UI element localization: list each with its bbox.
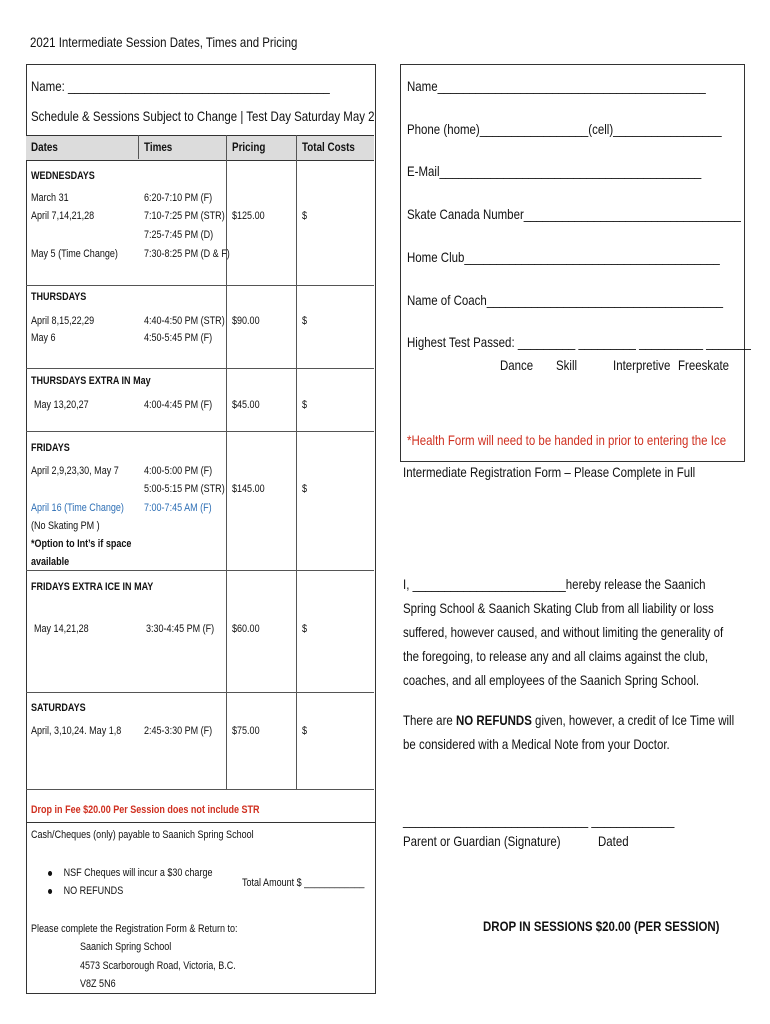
- name-field: Name__________________________________________: [407, 78, 706, 94]
- row-divider: [26, 789, 374, 790]
- thu-time: 4:50-5:45 PM (F): [144, 332, 213, 344]
- fri-price: $145.00: [232, 483, 265, 495]
- sat-total: $: [302, 725, 308, 737]
- drop-in-sessions-heading: DROP IN SESSIONS $20.00 (PER SESSION): [483, 918, 720, 934]
- fri-time: 4:00-5:00 PM (F): [144, 465, 213, 477]
- test-label-skill: Skill: [556, 357, 578, 373]
- address-line: 4573 Scarborough Road, Victoria, B.C.: [80, 960, 236, 972]
- wed-time: 7:25-7:45 PM (D): [144, 229, 214, 241]
- fridays-extra-heading: FRIDAYS EXTRA ICE IN MAY: [31, 581, 154, 593]
- row-divider: [26, 431, 374, 432]
- header-total-costs: Total Costs: [302, 140, 355, 154]
- test-label-freeskate: Freeskate: [678, 357, 730, 373]
- col-divider: [138, 135, 139, 159]
- wed-price: $125.00: [232, 210, 265, 222]
- coach-field: Name of Coach_____________________________________: [407, 292, 723, 308]
- test-label-interpretive: Interpretive: [613, 357, 671, 373]
- total-amount-field: Total Amount $ ____________: [242, 877, 365, 889]
- no-refunds-text: NO REFUNDS: [63, 885, 124, 897]
- email-field: E-Mail_________________________________________: [407, 163, 702, 179]
- address-line: V8Z 5N6: [80, 978, 116, 990]
- wed-time: 7:30-8:25 PM (D & F): [144, 248, 230, 260]
- return-instructions: Please complete the Registration Form & Return to:: [31, 923, 238, 935]
- payable-note: Cash/Cheques (only) payable to Saanich Spring School: [31, 829, 254, 841]
- header-times: Times: [144, 140, 173, 154]
- thu-time: 4:40-4:50 PM (STR): [144, 315, 225, 327]
- col-divider: [226, 135, 227, 789]
- col-divider: [296, 135, 297, 789]
- registration-form-caption: Intermediate Registration Form – Please Complete in Full: [403, 464, 696, 480]
- thu-extra-price: $45.00: [232, 399, 260, 411]
- drop-in-fee-note: Drop in Fee $20.00 Per Session does not include STR: [31, 804, 260, 816]
- bullet-icon: [48, 889, 52, 894]
- thursdays-extra-heading: THURSDAYS EXTRA IN May: [31, 375, 151, 387]
- fridays-heading: FRIDAYS: [31, 442, 70, 454]
- wed-total: $: [302, 210, 308, 222]
- thu-price: $90.00: [232, 315, 260, 327]
- schedule-note: Schedule & Sessions Subject to Change | Test Day Saturday May 2: [31, 108, 375, 124]
- nsf-text: NSF Cheques will incur a $30 charge: [63, 867, 213, 879]
- wed-date: April 7,14,21,28: [31, 210, 95, 222]
- test-label-dance: Dance: [500, 357, 534, 373]
- name-line: Name: _________________________________________: [31, 78, 330, 94]
- fri-date-time-change: April 16 (Time Change): [31, 502, 124, 514]
- fri-extra-total: $: [302, 623, 308, 635]
- home-club-field: Home Club________________________________________: [407, 249, 720, 265]
- wed-date: May 5 (Time Change): [31, 248, 118, 260]
- sat-date: April, 3,10,24. May 1,8: [31, 725, 122, 737]
- phone-field: Phone (home)_________________(cell)_________________: [407, 121, 722, 137]
- address-line: Saanich Spring School: [80, 941, 172, 953]
- wednesdays-heading: WEDNESDAYS: [31, 170, 95, 182]
- signature-line: _____________________________ _____________: [403, 812, 675, 828]
- thu-extra-date: May 13,20,27: [34, 399, 89, 411]
- no-refunds-bullet: [48, 882, 123, 900]
- thu-total: $: [302, 315, 308, 327]
- skate-canada-number-field: Skate Canada Number__________________________________: [407, 206, 741, 222]
- fri-extra-price: $60.00: [232, 623, 260, 635]
- thu-extra-total: $: [302, 399, 308, 411]
- fri-extra-date: May 14,21,28: [34, 623, 89, 635]
- health-form-note: *Health Form will need to be handed in prior to entering the Ice: [407, 432, 727, 448]
- row-divider: [26, 570, 374, 571]
- dated-label: Dated: [598, 833, 629, 849]
- norefund-post: given, however, a credit of Ice Time will be considered with a Medical Note from your Doctor.: [403, 712, 735, 752]
- fri-option-note: available: [31, 556, 70, 568]
- liability-release: I, ________________________hereby release the Saanich Spring School & Saanich Skating Club from all liability or loss suffered, however caused, and without limiting the generality of the foregoing, to release any and all claims against the club, coaches, and all employees of the Saanich Spring School.: [403, 576, 724, 688]
- fri-date: April 2,9,23,30, May 7: [31, 465, 119, 477]
- wed-time: 7:10-7:25 PM (STR): [144, 210, 225, 222]
- sat-price: $75.00: [232, 725, 260, 737]
- header-dates: Dates: [31, 140, 58, 154]
- row-divider: [26, 285, 374, 286]
- thursdays-heading: THURSDAYS: [31, 291, 87, 303]
- wed-time: 6:20-7:10 PM (F): [144, 192, 213, 204]
- parent-signature-label: Parent or Guardian (Signature): [403, 833, 561, 849]
- thu-date: May 6: [31, 332, 56, 344]
- fri-time: 5:00-5:15 PM (STR): [144, 483, 225, 495]
- fri-date-note: (No Skating PM ): [31, 520, 100, 532]
- fri-option-note: *Option to Int’s if space: [31, 538, 132, 550]
- row-divider: [26, 692, 374, 693]
- no-refunds-statement: [403, 708, 739, 756]
- row-divider: [26, 368, 374, 369]
- fri-extra-time: 3:30-4:45 PM (F): [146, 623, 215, 635]
- wed-date: March 31: [31, 192, 69, 204]
- nsf-bullet: [48, 864, 212, 882]
- header-pricing: Pricing: [232, 140, 266, 154]
- norefund-bold: NO REFUNDS: [455, 712, 532, 728]
- thu-date: April 8,15,22,29: [31, 315, 95, 327]
- saturdays-heading: SATURDAYS: [31, 702, 86, 714]
- document-title: 2021 Intermediate Session Dates, Times and Pricing: [30, 34, 298, 50]
- sat-time: 2:45-3:30 PM (F): [144, 725, 213, 737]
- thu-extra-time: 4:00-4:45 PM (F): [144, 399, 213, 411]
- fri-time: 7:00-7:45 AM (F): [144, 502, 212, 514]
- fri-total: $: [302, 483, 308, 495]
- highest-test-field: Highest Test Passed: _________ _________ __________ _______: [407, 334, 751, 350]
- norefund-pre: There are: [403, 712, 456, 728]
- bullet-icon: [48, 871, 52, 876]
